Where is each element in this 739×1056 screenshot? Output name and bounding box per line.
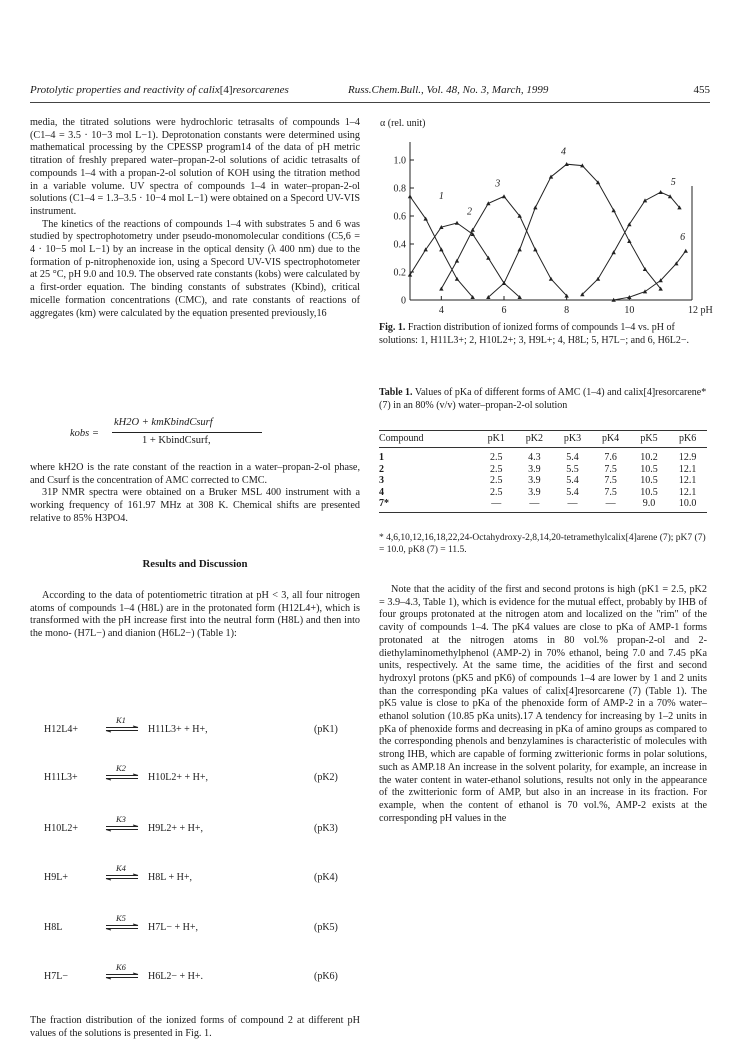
page-number: 455 xyxy=(693,84,710,96)
table-cell: 5.5 xyxy=(566,463,579,475)
table-cell: — xyxy=(477,498,515,512)
data-point xyxy=(455,277,459,281)
equation-pk: (pK3) xyxy=(314,823,338,834)
equation-left: H7L− xyxy=(44,971,68,982)
results-paragraph: According to the data of potentiometric titration at pH < 3, all four nitrogen atoms of compounds 1–4 (H8L) are in the protonated form (H12L4+), which is transformed with the pH increase first into the neutral form (H8L) and then into the mono- (H7L−) and dianion (H6L2−) (Table 1): xyxy=(30,590,360,640)
table-cell: 2.5 xyxy=(490,486,503,498)
table-cell: 10.2 xyxy=(640,452,658,463)
equation-pk: (pK5) xyxy=(314,922,338,933)
equation-left: H8L xyxy=(44,922,63,933)
left-column-text-2 xyxy=(30,462,360,526)
equation-constant: K2 xyxy=(116,763,126,773)
table-cell: 10.5 xyxy=(640,463,658,475)
rate-equation xyxy=(30,415,360,455)
equation-left: H9L+ xyxy=(44,872,68,883)
table-cell: — xyxy=(592,498,630,512)
table-cell: 5.4 xyxy=(566,452,579,463)
table-row xyxy=(379,464,707,476)
table-caption-text: Values of pKa of different forms of AMC (1–4) and calix[4]resorcarene* (7) in an 80% (v/v) water–propan-2-ol solution xyxy=(379,387,707,411)
table-row xyxy=(379,475,707,487)
data-point xyxy=(455,221,459,225)
equilibrium-arrow-icon xyxy=(106,973,138,979)
data-point xyxy=(596,277,600,281)
equation-right: H6L2− + H+. xyxy=(148,971,203,982)
table-cell: — xyxy=(515,498,553,512)
table-body xyxy=(379,448,707,513)
series-label: 4 xyxy=(561,146,567,158)
table-header: pK6 xyxy=(668,431,707,448)
y-tick-label: 0.4 xyxy=(393,239,406,251)
nmr-paragraph: 31P NMR spectra were obtained on a Bruker MSL 400 instrument with a working frequency of 161.97 MHz at 308 K. Chemical shifts are presented relative to 85% H3PO4. xyxy=(30,487,360,524)
table-header-row xyxy=(379,431,707,448)
data-point xyxy=(439,247,443,251)
table-cell: 5.4 xyxy=(566,475,579,486)
series-label: 1 xyxy=(438,191,444,203)
table-cell: 2.5 xyxy=(490,463,503,475)
table-cell-compound: 1 xyxy=(379,452,384,463)
data-point xyxy=(517,247,521,251)
y-axis-label: α (rel. unit) xyxy=(380,118,426,129)
series-line-4 xyxy=(488,164,660,297)
equilibrium-arrow-icon xyxy=(106,726,138,732)
table-cell: 12.1 xyxy=(678,463,697,475)
table-cell: 7.5 xyxy=(604,475,617,486)
table-cell-compound: 4 xyxy=(379,486,384,498)
table-caption xyxy=(379,387,707,412)
results-text xyxy=(30,590,360,641)
intro-paragraph: media, the titrated solutions were hydrochloric tetrasalts of compounds 1–4 (C1–4 = 3.5 · 10−3 mol L−1). Deprotonation constants were determined using mathematical processing by the CPESSP program14 of the data of pH metric titration of freshly prepared water–propan-2-ol solutions of acidic tetrasalts of compounds 1–4 with a propan-2-ol solution of KOH using the titration method in a variable volume. UV spectra of compounds 1–4 in water–propan-2-ol solutions (C1–4 = 1.3–3.5 · 10−4 mol L−1) were obtained on a Specord UV-VIS instrument. xyxy=(30,117,360,217)
table-header: Compound xyxy=(379,431,477,448)
equation-right: H10L2+ + H+, xyxy=(148,772,208,783)
table-cell: 5.4 xyxy=(566,486,579,498)
data-point xyxy=(611,208,615,212)
equation-constant: K5 xyxy=(116,913,126,923)
table-header: pK2 xyxy=(515,431,553,448)
data-point xyxy=(439,287,443,291)
equation-pk: (pK1) xyxy=(314,724,338,735)
equation-right: H7L− + H+, xyxy=(148,922,198,933)
equilibrium-equation xyxy=(44,913,364,938)
table-cell-compound: 7* xyxy=(379,498,477,512)
y-tick-label: 0.2 xyxy=(393,267,406,279)
table-cell: — xyxy=(553,498,591,512)
where-paragraph: where kH2O is the rate constant of the reaction in a water–propan-2-ol phase, and Csurf is the concentration of AMC corrected to CMC. xyxy=(30,462,360,486)
equilibrium-equation xyxy=(44,863,364,888)
table-cell: 12.1 xyxy=(678,486,697,498)
x-tick-label: 4 xyxy=(438,305,444,316)
formula-denominator: 1 + KbindCsurf, xyxy=(142,435,211,446)
table-cell: 9.0 xyxy=(630,498,669,512)
table-cell: 3.9 xyxy=(528,463,541,475)
kinetics-paragraph: The kinetics of the reactions of compounds 1–4 with substrates 5 and 6 was studied by spectrophotometry under pseudo-monomolecular conditions (C5,6 = 4 · 10−5 mol L−1) by an increase in the optical density (λ 400 nm) due to the formation of p-nitrophenoxide ion, using a Specord UV-VIS spectrophotometer at 25 °C, pH 9.0 and 10.9. The observed rate constants (kobs) were calculated by a first-order equation. The binding constants of substrates (Kbind), critical micelle formation concentrations (CMC), and rate constants of reactions of aggregates (km) were calculated by the equation presented previously,16 xyxy=(30,218,360,319)
fraction-distribution-chart xyxy=(376,110,713,328)
running-title: Protolytic properties and reactivity of calix[4]resorcarenes xyxy=(30,84,289,96)
table-cell: 7.5 xyxy=(604,486,617,498)
table-cell: 2.5 xyxy=(490,452,503,463)
data-point xyxy=(643,198,647,202)
table-cell: 10.5 xyxy=(640,486,658,498)
journal-reference: Russ.Chem.Bull., Vol. 48, No. 3, March, 1999 xyxy=(348,84,549,96)
table-header: pK3 xyxy=(553,431,591,448)
table-row xyxy=(379,448,707,464)
equation-pk: (pK4) xyxy=(314,872,338,883)
equilibrium-arrow-icon xyxy=(106,924,138,930)
equation-constant: K3 xyxy=(116,814,126,824)
equilibrium-equation xyxy=(44,962,364,987)
series-label: 2 xyxy=(467,206,473,218)
left-column-text xyxy=(30,117,360,320)
data-point xyxy=(533,247,537,251)
data-point xyxy=(658,190,662,194)
data-point xyxy=(549,277,553,281)
series-label: 5 xyxy=(670,177,676,189)
table-cell: 7.6 xyxy=(604,452,617,463)
running-header xyxy=(30,84,710,103)
data-point xyxy=(533,205,537,209)
equilibrium-arrow-icon xyxy=(106,825,138,831)
formula-numerator: kH2O + kmKbindCsurf xyxy=(114,417,213,428)
y-tick-label: 0 xyxy=(401,295,406,307)
data-point xyxy=(643,267,647,271)
pka-table xyxy=(379,430,707,513)
series-line-3 xyxy=(441,196,566,295)
section-heading: Results and Discussion xyxy=(142,558,248,570)
figure-caption-label: Fig. 1. xyxy=(379,322,406,333)
series-line-1 xyxy=(410,196,473,297)
x-tick-label: 10 xyxy=(624,305,635,316)
equilibrium-equation xyxy=(44,763,364,788)
equation-left: H11L3+ xyxy=(44,772,78,783)
fraction-bar xyxy=(112,432,262,433)
table-cell-compound: 2 xyxy=(379,463,384,475)
equation-constant: K4 xyxy=(116,863,126,873)
series-label: 3 xyxy=(495,178,501,190)
x-tick-label: 8 xyxy=(564,305,570,316)
table-cell: 7.5 xyxy=(604,463,617,475)
table-caption-label: Table 1. xyxy=(379,387,413,398)
formula-lhs: kobs = xyxy=(70,428,99,439)
table-cell: 10.0 xyxy=(668,498,707,512)
figure-caption xyxy=(379,322,707,347)
equation-right: H11L3+ + H+, xyxy=(148,724,208,735)
data-point xyxy=(502,194,506,198)
table-row xyxy=(379,487,707,499)
table-cell: 10.5 xyxy=(640,475,658,486)
series-line-2 xyxy=(410,223,520,297)
equation-left: H12L4+ xyxy=(44,724,78,735)
table-header: pK5 xyxy=(630,431,669,448)
table-footnote: * 4,6,10,12,16,18,22,24-Octahydroxy-2,8,14,20-tetramethylcalix[4]arene (7); pK7 (7) = 10.0, pK8 (7) = 11.5. xyxy=(379,533,706,555)
data-point xyxy=(611,250,615,254)
data-point xyxy=(627,239,631,243)
x-tick-label: 12 pH xyxy=(688,305,713,316)
equation-pk: (pK6) xyxy=(314,971,338,982)
discussion-paragraph: Note that the acidity of the first and second protons is high (pK1 = 2.5, pK2 = 3.9–4.3, Table 1), which is evidence for the mutual effect, probably by IHB of four groups protonated at the nitrogen atom and localized on the "rim" of the cavity of compounds 1–4. The pK4 values are close to pKa of AMP-1 forms protonated at the nitrogen atoms in 80 vol.% propan-2-ol and 2-diethylaminomethylphenol (AMP-2) in 70% ethanol, being 7.0 and 7.45 pKa units, respectively. At the same time, the acidities of the first and second hydroxyl protons (pK5 and pK6) of compounds 1–4 are lower by 1 and 2 units than the corresponding pKa values of calix[4]resorcarene (7) (Table 1). The pK5 value is close to pKa of the phenoxide form of AMP-2 in a 70% water–ethanol solution (10.85 pKa units).17 A tendency for increasing by 1–2 units in pKa of phenoxide forms and decreasing in pKa of amino groups as compared to the corresponding phenols and benzylamines is characteristic of molecules with strong IHB, which are capable of forming zwitterionic forms in polar solutions, such as AMP.18 An increase in the solvent polarity, for example, an increase in the water content in water-ethanol solutions, results not only in the appearance of the zwitterionic form of AMP, but also in an increase in its fraction. For example, when the content of ethanol is 70 vol.%, AMP-2 exists at the corresponding pH values in the xyxy=(379,584,707,824)
table-cell: 4.3 xyxy=(528,452,541,463)
data-point xyxy=(408,194,412,198)
table-cell: 3.9 xyxy=(528,475,541,486)
x-tick-label: 6 xyxy=(501,305,507,316)
table-cell: 2.5 xyxy=(490,475,503,486)
table-header: pK1 xyxy=(477,431,515,448)
equilibrium-equation xyxy=(44,715,364,740)
series-label: 6 xyxy=(680,231,686,243)
y-tick-label: 1.0 xyxy=(393,155,406,167)
table-cell: 12.9 xyxy=(678,452,697,463)
equilibrium-arrow-icon xyxy=(106,774,138,780)
table-header: pK4 xyxy=(592,431,630,448)
equation-constant: K6 xyxy=(116,962,126,972)
figure-1 xyxy=(376,110,713,328)
equilibrium-arrow-icon xyxy=(106,874,138,880)
equation-left: H10L2+ xyxy=(44,823,78,834)
table-cell: 12.1 xyxy=(678,475,697,486)
table-cell: 3.9 xyxy=(528,486,541,498)
figure-caption-text: Fraction distribution of ionized forms of compounds 1–4 vs. pH of solutions: 1, H11L3+; 2, H10L2+; 3, H9L+; 4, H8L; 5, H7L−; and 6, H6L2−. xyxy=(379,322,690,346)
equation-right: H8L + H+, xyxy=(148,872,192,883)
table-cell-compound: 3 xyxy=(379,475,384,486)
final-text xyxy=(30,1015,360,1040)
equation-right: H9L2+ + H+, xyxy=(148,823,203,834)
data-point xyxy=(684,249,688,253)
y-tick-label: 0.8 xyxy=(393,183,406,195)
equation-constant: K1 xyxy=(116,715,126,725)
y-tick-label: 0.6 xyxy=(393,211,406,223)
data-point xyxy=(455,259,459,263)
formula-comma: , xyxy=(208,435,211,446)
equation-pk: (pK2) xyxy=(314,772,338,783)
right-column-text xyxy=(379,584,707,825)
table-row xyxy=(379,498,707,512)
final-paragraph: The fraction distribution of the ionized forms of compound 2 at different pH values of the solutions is presented in Fig. 1. xyxy=(30,1015,360,1039)
equilibrium-equation xyxy=(44,814,364,839)
